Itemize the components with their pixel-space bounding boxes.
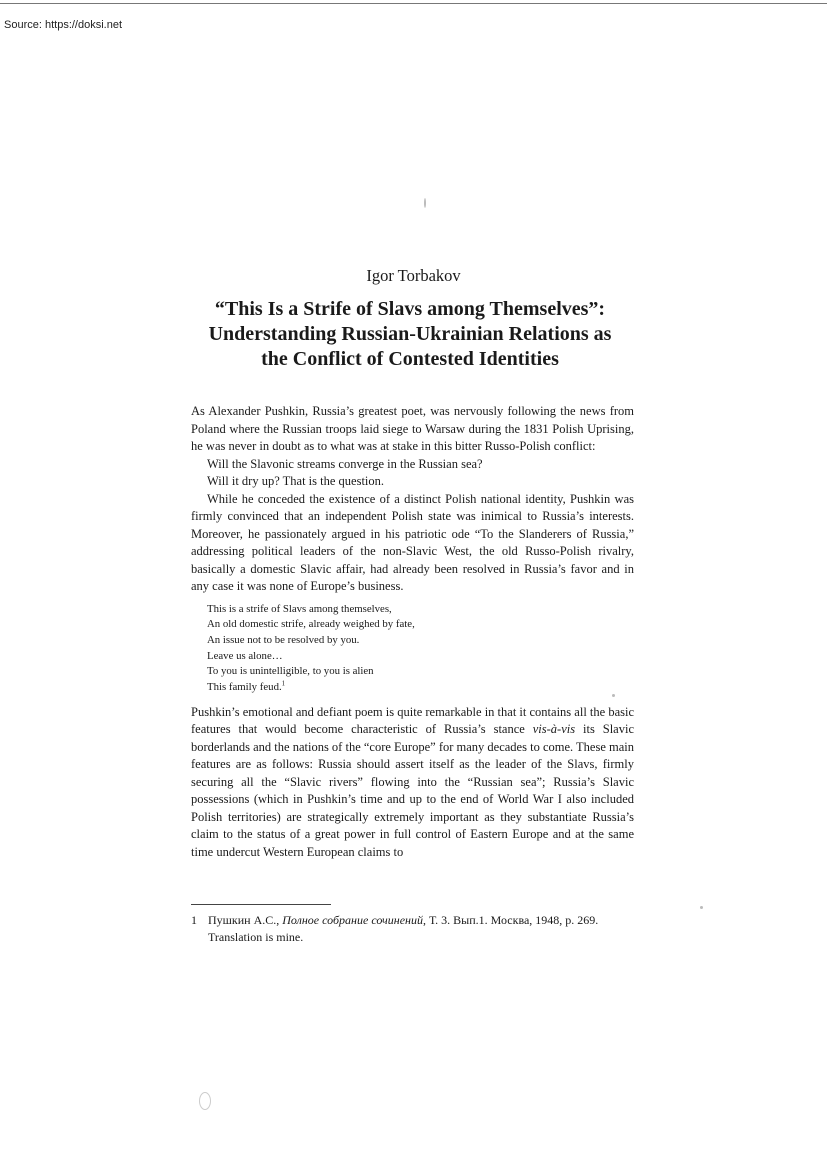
footnote-line-2: Translation is mine. [208,930,304,944]
paragraph-3-part-1: Pushkin’s emotional and defiant poem is quite remarkable in that it contains all the basic features that would become characteristic of Russia’s stance [191,704,634,737]
paragraph-1: As Alexander Pushkin, Russia’s greatest poet, was nervously following the news from Poland where the Russian troops laid siege to Warsaw during the 1831 Polish Uprising, he was never in doubt as to what was at stake in this bitter Russo-Polish conflict: [191,404,634,453]
footnote-citation: , Т. 3. Вып.1. Москва, 1948, p. 269. [423,913,599,927]
title-line-1: “This Is a Strife of Slavs among Themselves”: [214,298,606,320]
verse-line-1: Will the Slavonic streams converge in the Russian sea? [207,456,483,471]
quote-line-3: An issue not to be resolved by you. [207,633,360,646]
title-line-3: the Conflict of Contested Identities [261,348,559,370]
quote-line-5: To you is unintelligible, to you is alien [207,665,374,678]
scan-speck [424,198,426,208]
scan-speck [612,694,615,697]
quote-line-6 [207,680,634,696]
footnote-work-title: Полное собрание сочинений [282,913,423,927]
verse-line-2: Will it dry up? That is the question. [207,474,385,488]
paragraph-2: While he conceded the existence of a distinct Polish national identity, Pushkin was firmly convinced that an independent Polish state was inimical to Russia’s interests. Moreover, he passionately argued in his patriotic ode “To the Slanderers of Russia,” addressing political leaders of the non-Slavic West, the old Russo-Polish rivalry, basically a domestic Slavic affair, had already been resolved in Russia’s favor and in any case it was none of Europe’s business. [191,491,634,593]
paragraph-3-italic: vis-à-vis [532,722,576,737]
source-label: Source: https://doksi.net [0,19,126,31]
block-quote [207,602,634,696]
footnote-number: 1 [191,913,197,927]
paragraph-3 [191,704,634,862]
quote-line-1: This is a strife of Slavs among themselves, [207,602,392,615]
footnote-author: Пушкин А.С., [208,913,283,927]
scan-speck [700,906,703,909]
article-body [191,403,634,861]
footnote-rule [191,904,331,905]
quote-line-4: Leave us alone… [207,649,283,662]
paragraph-3-part-2: its Slavic borderlands and the nations of the “core Europe” for many decades to come. These main features are as follows: Russia should assert itself as the leader of the Slavs, firmly securing all the “Slavic rivers” flowing into the “Russian sea”; Russia’s Slavic possessions (which in Pushkin’s time and up to the end of World War I also included Polish territories) are strategically extremely important as they substantiate Russia’s claim to the status of a great power in full control of Eastern Europe and at the same time undercut Western European claims to [191,722,635,859]
footnote-line-1 [208,912,634,929]
title-line-2: Understanding Russian-Ukrainian Relations as [208,323,612,345]
quote-line-6-text: This family feud. [207,681,282,694]
quote-line-2: An old domestic strife, already weighed by fate, [207,618,415,631]
author-name: Igor Torbakov [366,266,461,285]
footnote [191,912,634,946]
footnote-text [208,912,634,946]
top-scan-rule [0,3,827,4]
article-title [150,297,670,372]
footnote-marker: 1 [281,679,286,688]
scan-speck [199,1092,211,1110]
